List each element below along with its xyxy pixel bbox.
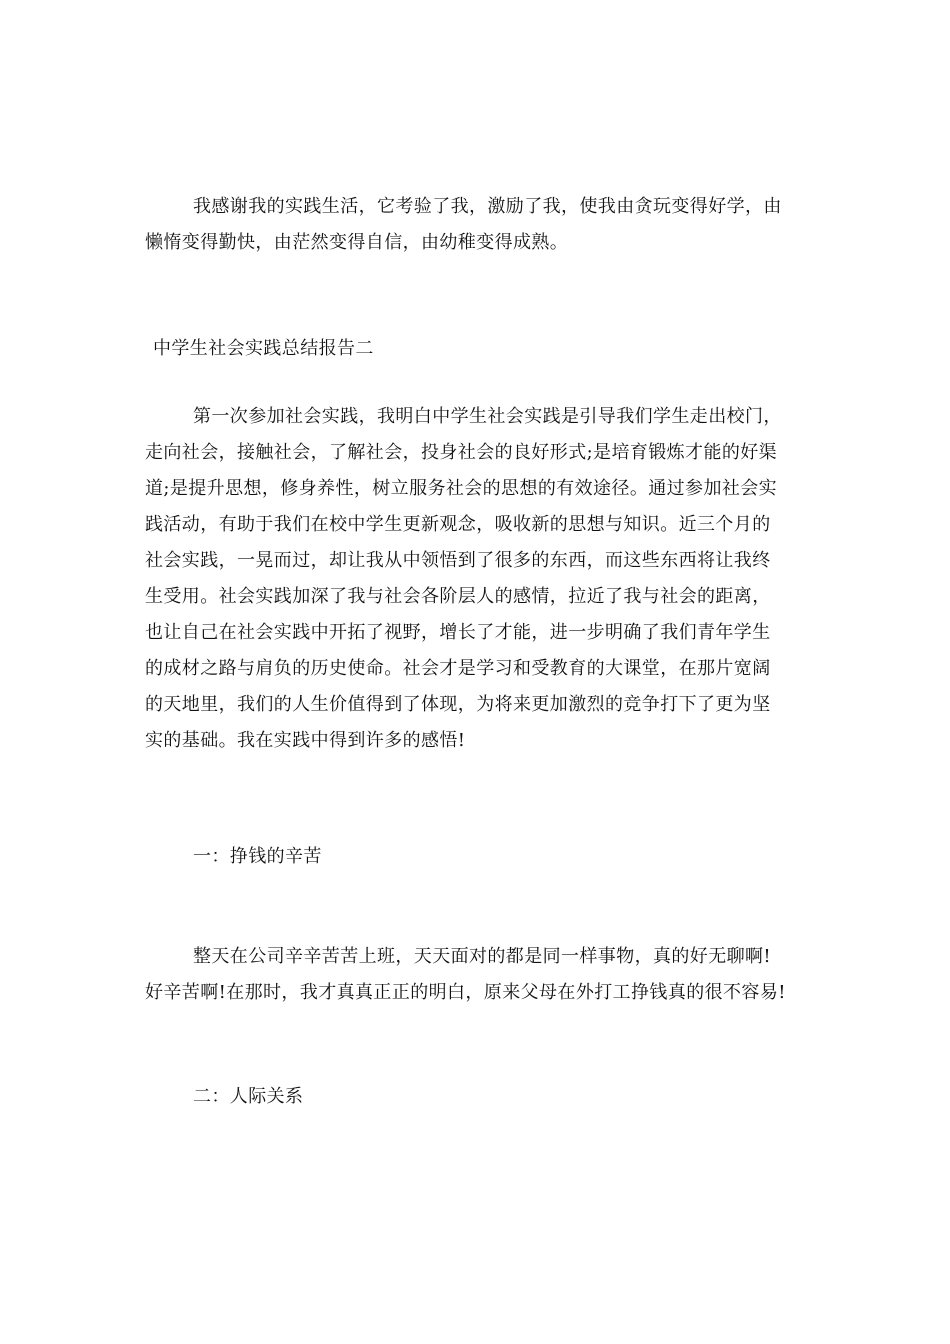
paragraph-main-line-4: 践活动，有助于我们在校中学生更新观念，吸收新的思想与知识。近三个月的	[145, 514, 771, 535]
paragraph-main-line-7: 也让自己在社会实践中开拓了视野，增长了才能，进一步明确了我们青年学生	[145, 622, 771, 643]
report-heading: 中学生社会实践总结报告二	[153, 338, 374, 359]
paragraph-main-line-3: 道;是提升思想，修身养性，树立服务社会的思想的有效途径。通过参加社会实	[145, 478, 778, 499]
paragraph-main-line-10: 实的基础。我在实践中得到许多的感悟!	[145, 730, 466, 751]
section-one-text-line-1: 整天在公司辛辛苦苦上班，天天面对的都是同一样事物，真的好无聊啊!	[193, 946, 772, 967]
paragraph-main-line-9: 的天地里，我们的人生价值得到了体现，为将来更加激烈的竞争打下了更为坚	[145, 694, 771, 715]
paragraph-main-line-8: 的成材之路与肩负的历史使命。社会才是学习和受教育的大课堂，在那片宽阔	[145, 658, 771, 679]
paragraph-intro-line-1: 我感谢我的实践生活，它考验了我，激励了我，使我由贪玩变得好学，由	[193, 196, 782, 217]
section-one-text-line-2: 好辛苦啊!在那时，我才真真正正的明白，原来父母在外打工挣钱真的很不容易!	[145, 982, 786, 1003]
section-one-heading: 一：挣钱的辛苦	[193, 846, 322, 867]
paragraph-intro-line-2: 懒惰变得勤快，由茫然变得自信，由幼稚变得成熟。	[145, 232, 569, 253]
paragraph-main-line-6: 生受用。社会实践加深了我与社会各阶层人的感情，拉近了我与社会的距离，	[145, 586, 771, 607]
paragraph-main-line-2: 走向社会，接触社会，了解社会，投身社会的良好形式;是培育锻炼才能的好渠	[145, 442, 778, 463]
section-two-heading: 二：人际关系	[193, 1086, 304, 1107]
paragraph-main-line-1: 第一次参加社会实践，我明白中学生社会实践是引导我们学生走出校门，	[193, 406, 782, 427]
paragraph-main-line-5: 社会实践，一晃而过，却让我从中领悟到了很多的东西，而这些东西将让我终	[145, 550, 771, 571]
